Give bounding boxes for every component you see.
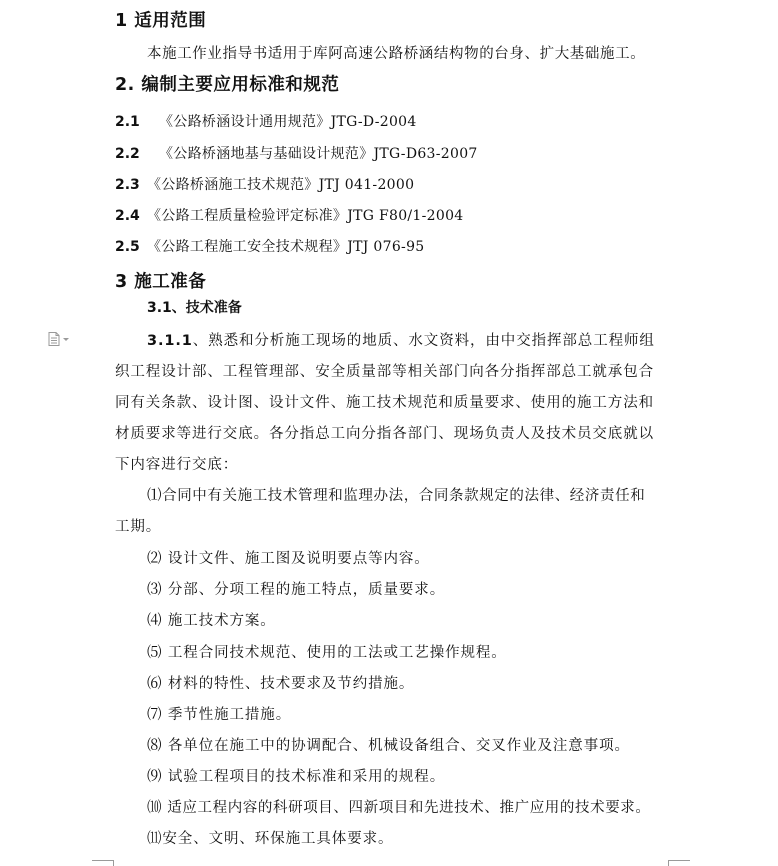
paragraph-number: 3.1.1	[147, 333, 193, 349]
paragraph-line: 下内容进行交底：	[115, 457, 239, 473]
standard-number: 2.4	[115, 208, 140, 224]
standard-item	[115, 144, 478, 164]
standard-number: 2.5	[115, 239, 140, 255]
standard-title: 《公路工程施工安全技术规程》JTJ 076-95	[147, 239, 425, 255]
standard-item	[115, 206, 464, 226]
paragraph-3-1-1-line	[147, 331, 655, 351]
section-1-body: 本施工作业指导书适用于库阿高速公路桥涵结构物的台身、扩大基础施工。	[147, 46, 646, 62]
section-1-heading: 1 适用范围	[115, 11, 207, 31]
standard-number: 2.1	[115, 114, 140, 130]
document-options-icon[interactable]	[48, 332, 70, 346]
standard-item	[115, 175, 414, 195]
list-item: ⑷ 施工技术方案。	[147, 613, 276, 629]
standard-number: 2.3	[115, 177, 140, 193]
section-3-1-heading: 3.1、技术准备	[147, 300, 242, 316]
paragraph-line: 同有关条款、设计图、设计文件、施工技术规范和质量要求、使用的施工方法和	[115, 395, 654, 411]
standard-item	[115, 237, 424, 257]
list-item: ⑻ 各单位在施工中的协调配合、机械设备组合、交叉作业及注意事项。	[147, 738, 630, 754]
list-item: ⑸ 工程合同技术规范、使用的工法或工艺操作规程。	[147, 645, 507, 661]
list-item: ⑹ 材料的特性、技术要求及节约措施。	[147, 676, 415, 692]
list-item-continuation: 工期。	[115, 519, 162, 535]
section-2-heading: 2. 编制主要应用标准和规范	[115, 75, 340, 95]
standard-item	[115, 112, 417, 132]
list-item: ⑺ 季节性施工措施。	[147, 707, 292, 723]
paragraph-line: 织工程设计部、工程管理部、安全质量部等相关部门向各分指挥部总工就承包合	[115, 364, 654, 380]
standard-title: 《公路工程质量检验评定标准》JTG F80/1-2004	[147, 208, 464, 224]
list-item: ⑶ 分部、分项工程的施工特点，质量要求。	[147, 582, 446, 598]
list-item: ⑽ 适应工程内容的科研项目、四新项目和先进技术、推广应用的技术要求。	[147, 800, 651, 816]
list-item: ⑵ 设计文件、施工图及说明要点等内容。	[147, 551, 430, 567]
section-3-heading: 3 施工准备	[115, 272, 207, 292]
list-item: ⑴合同中有关施工技术管理和监理办法，合同条款规定的法律、经济责任和	[147, 488, 646, 504]
standard-title: 《公路桥涵设计通用规范》JTG-D-2004	[159, 114, 417, 130]
standard-title: 《公路桥涵地基与基础设计规范》JTG-D63-2007	[159, 146, 478, 162]
paragraph-text: 、熟悉和分析施工现场的地质、水文资料，由中交指挥部总工程师组	[192, 333, 655, 349]
standard-title: 《公路桥涵施工技术规范》JTJ 041-2000	[147, 177, 415, 193]
page-corner-mark-left	[92, 860, 114, 866]
paragraph-line: 材质要求等进行交底。各分指总工向分指各部门、现场负责人及技术员交底就以	[115, 426, 654, 442]
standard-number: 2.2	[115, 146, 140, 162]
list-item: ⑾安全、文明、环保施工具体要求。	[147, 831, 394, 847]
page-corner-mark-right	[668, 860, 690, 866]
list-item: ⑼ 试验工程项目的技术标准和采用的规程。	[147, 769, 446, 785]
